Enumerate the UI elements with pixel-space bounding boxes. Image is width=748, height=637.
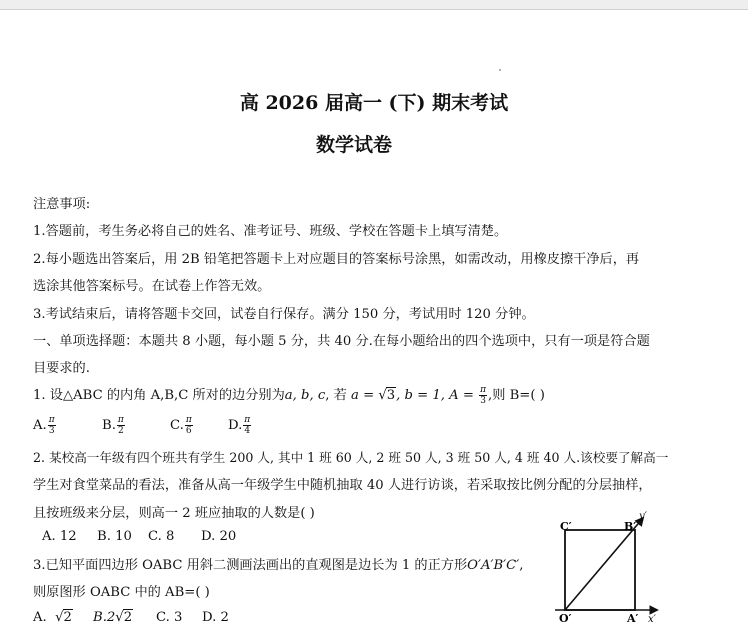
section-1-line-1: 一、单项选择题：本题共 8 小题，每小题 5 分，共 40 分.在每小题给出的四个选项中，只有一项是符合题	[33, 334, 650, 349]
exam-subtitle: 数学试卷	[315, 134, 392, 156]
q1-prefix: 1. 设△ABC 的内角 A,B,C 所对的边分别为	[33, 388, 285, 403]
q3-option-b: B.2√2	[93, 610, 133, 625]
notice-item-1: 1.答题前，考生务必将自己的姓名、准考证号、班级、学校在答题卡上填写清楚。	[33, 224, 508, 239]
q1-suffix: ,则 B=( )	[488, 388, 545, 403]
question-3-line-2: 则原图形 OABC 中的 AB=( )	[33, 585, 210, 600]
question-1-stem: 1. 设△ABC 的内角 A,B,C 所对的边分别为a, b, c, 若 a = √3, b = 1, A = $\frac{\pi}{3}$ ,则 B=( )	[33, 385, 545, 406]
section-1-line-2: 目要求的.	[33, 361, 90, 376]
scan-speck	[499, 69, 501, 71]
q1-option-d: D. $\frac{\pi}{4}$	[228, 415, 251, 436]
q2-option-a: A. 12	[42, 529, 77, 544]
q2-option-c: C. 8	[148, 529, 175, 544]
question-2-line-3: 且按班级来分层，则高一 2 班应抽取的人数是( )	[33, 506, 315, 521]
label-b: B′	[624, 520, 637, 533]
square-intuitive-figure	[545, 505, 665, 625]
label-y: y′	[639, 511, 647, 522]
q1-option-b: B. $\frac{\pi}{2}$	[102, 415, 124, 436]
label-o: O′	[559, 612, 572, 625]
exam-title: 高 2026 届高一 (下) 期末考试	[239, 92, 509, 114]
notice-item-2b: 选涂其他答案标号。在试卷上作答无效。	[33, 279, 271, 294]
question-3-line-1: 3.已知平面四边形 OABC 用斜二测画法画出的直观图是边长为 1 的正方形O′A′B′C′,	[33, 558, 524, 573]
q1-option-c: C. $\frac{\pi}{6}$	[170, 415, 192, 436]
q2-option-b: B. 10	[97, 529, 132, 544]
q2-option-d: D. 20	[201, 529, 237, 544]
q3-option-d: D. 2	[202, 610, 229, 625]
label-a: A′	[627, 612, 639, 625]
q1-option-a: A. $\frac{\pi}{3}$	[33, 415, 55, 436]
q1-cond-a: a =	[351, 388, 379, 403]
q3-option-a: A. √2	[33, 610, 72, 625]
notice-item-2a: 2.每小题选出答案后，用 2B 铅笔把答题卡上对应题目的答案标号涂黑，如需改动，用橡皮擦干净后，再	[33, 252, 640, 267]
label-x: x′	[648, 614, 656, 625]
q1-angle-fraction: $\frac{\pi}{3}$	[480, 385, 487, 406]
q1-if: , 若	[325, 388, 352, 403]
q1-cond-b: , b = 1, A =	[396, 388, 479, 403]
question-2-line-2: 学生对食堂菜品的看法，准备从高一年级学生中随机抽取 40 人进行访谈，若采取按比例分配的分层抽样，	[33, 478, 652, 493]
notice-heading: 注意事项:	[33, 197, 91, 212]
notice-item-3: 3.考试结束后，请将答题卡交回，试卷自行保存。满分 150 分，考试用时 120 分钟。	[33, 307, 535, 322]
viewer-top-bar	[0, 0, 748, 10]
question-2-line-1: 2. 某校高一年级有四个班共有学生 200 人, 其中 1 班 60 人, 2 班 50 人, 3 班 50 人, 4 班 40 人.该校要了解高一	[33, 450, 669, 465]
q3-option-c: C. 3	[156, 610, 183, 625]
q1-vars: a, b, c	[284, 388, 326, 403]
label-c: C′	[560, 520, 572, 533]
q1-sqrt3: 3	[386, 388, 396, 403]
